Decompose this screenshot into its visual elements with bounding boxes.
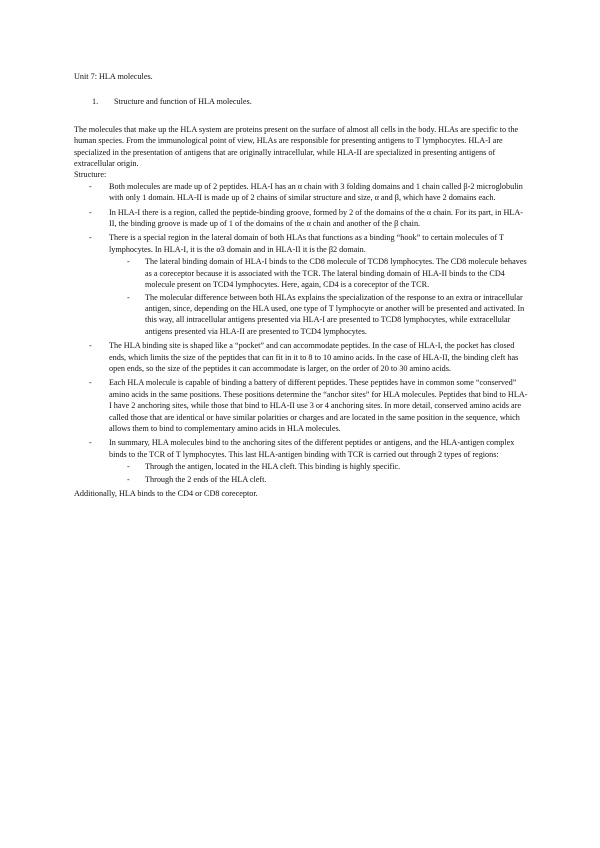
sub-list-item	[109, 461, 530, 472]
bullet-dash: -	[89, 341, 92, 351]
sub-list-item-text: The molecular difference between both HLAs explains the specialization of the response to an extra or intracellular antigen, since, depending on the HLA used, one type of T lymphocyte or another will be presented and activated. In this way, all intracellular antigens presented via HLA-I are presented to TCD8 lymphocytes, while extracellular antigens presented via HLA-II are presented to TCD4 lymphocytes.	[145, 292, 525, 336]
list-item	[74, 377, 530, 434]
unit-title: Unit 7: HLA molecules.	[74, 72, 153, 81]
structure-label: Structure:	[74, 170, 107, 180]
list-item	[74, 181, 530, 204]
sub-bullet-dash: -	[127, 257, 130, 267]
intro-paragraph: The molecules that make up the HLA system are proteins present on the surface of almost all cells in the body. HLAs are specific to the human species. From the immunological point of view, HLAs are responsible for presenting antigens to T lymphocytes. HLA-I are specialized in the presentation of antigens that are originally intracellular, while HLA-II are specialized in presenting antigens of extracellular origin.	[74, 124, 519, 169]
list-item-text: The HLA binding site is shaped like a “pocket” and can accommodate peptides. In the case of HLA-I, the pocket has closed ends, which limits the size of the peptides that can fit in it to 8 to 10 amino acids. In the case of HLA-II, the binding cleft has open ends, so the size of the peptides it can accommodate is larger, on the order of 20 to 30 amino acids.	[109, 341, 519, 373]
sub-bullet-dash: -	[127, 292, 130, 302]
sub-bullet-dash: -	[127, 474, 130, 484]
sub-list-item-text: Through the 2 ends of the HLA cleft.	[145, 474, 267, 484]
sub-list-item-text: The lateral binding domain of HLA-I binds to the CD8 molecule of TCD8 lymphocytes. The CD8 molecule behaves as a coreceptor because it is associated with the TCR. The lateral binding domain of HLA-II binds to the CD4 molecule present on TCD4 lymphocytes. Here, again, CD4 is a coreceptor of the TCR.	[145, 257, 527, 290]
sub-list-item-text: Through the antigen, located in the HLA cleft. This binding is highly specific.	[145, 462, 401, 472]
sub-list-item	[109, 256, 530, 290]
sub-bullet-dash: -	[127, 462, 130, 472]
list-item-text: Both molecules are made up of 2 peptides. HLA-I has an α chain with 3 folding domains and 1 chain called β-2 microglobulin with only 1 domain. HLA-II is made up of 2 chains of similar structure and size, α and β, which have 2 domains each.	[109, 181, 523, 203]
document-page	[74, 71, 530, 499]
list-item	[74, 207, 530, 230]
structure-list	[74, 181, 530, 485]
intro-block	[74, 124, 530, 181]
sub-list	[109, 256, 530, 337]
bullet-dash: -	[89, 207, 92, 217]
sub-list-item	[109, 474, 530, 485]
bullet-dash: -	[89, 181, 92, 191]
list-item	[74, 232, 530, 337]
section-title: Structure and function of HLA molecules.	[114, 97, 252, 107]
list-item	[74, 437, 530, 485]
bullet-dash: -	[89, 233, 92, 243]
list-item-text: Each HLA molecule is capable of binding a battery of different peptides. These peptides have in common some “conserved” amino acids in the same positions. These positions determine the “anchor sites” for HLA molecules. Peptides that bind to HLA-I have 2 anchoring sites, while those that bind to HLA-II use 3 or 4 anchoring sites. In more detail, conserved amino acids are called those that are identical or have similar polarities or charges and are located in the same position in the sequence, which allows them to bind to complementary amino acids in HLA molecules.	[109, 378, 528, 433]
section-number: 1.	[92, 97, 99, 107]
sub-list-item	[109, 292, 530, 338]
list-item-text: In summary, HLA molecules bind to the anchoring sites of the different peptides or antigens, and the HLA-antigen complex binds to the TCR of T lymphocytes. This last HLA-antigen binding with TCR is carried out through 2 types of regions:	[109, 438, 515, 459]
section-heading	[92, 96, 530, 107]
bullet-dash: -	[89, 438, 92, 448]
list-item-text: In HLA-I there is a region, called the peptide-binding groove, formed by 2 of the domains of the α chain. For its part, in HLA-II, the binding groove is made up of 1 of the domains of the α chain and another of the β chain.	[109, 207, 524, 229]
list-item	[74, 340, 530, 374]
closing-line: Additionally, HLA binds to the CD4 or CD8 coreceptor.	[74, 489, 258, 498]
sub-list	[109, 461, 530, 485]
bullet-dash: -	[89, 378, 92, 388]
list-item-text: There is a special region in the lateral domain of both HLAs that functions as a binding “hook” to certain molecules of T lymphocytes. In HLA-I, it is the α3 domain and in HLA-II it is the β2 domain.	[109, 233, 504, 254]
